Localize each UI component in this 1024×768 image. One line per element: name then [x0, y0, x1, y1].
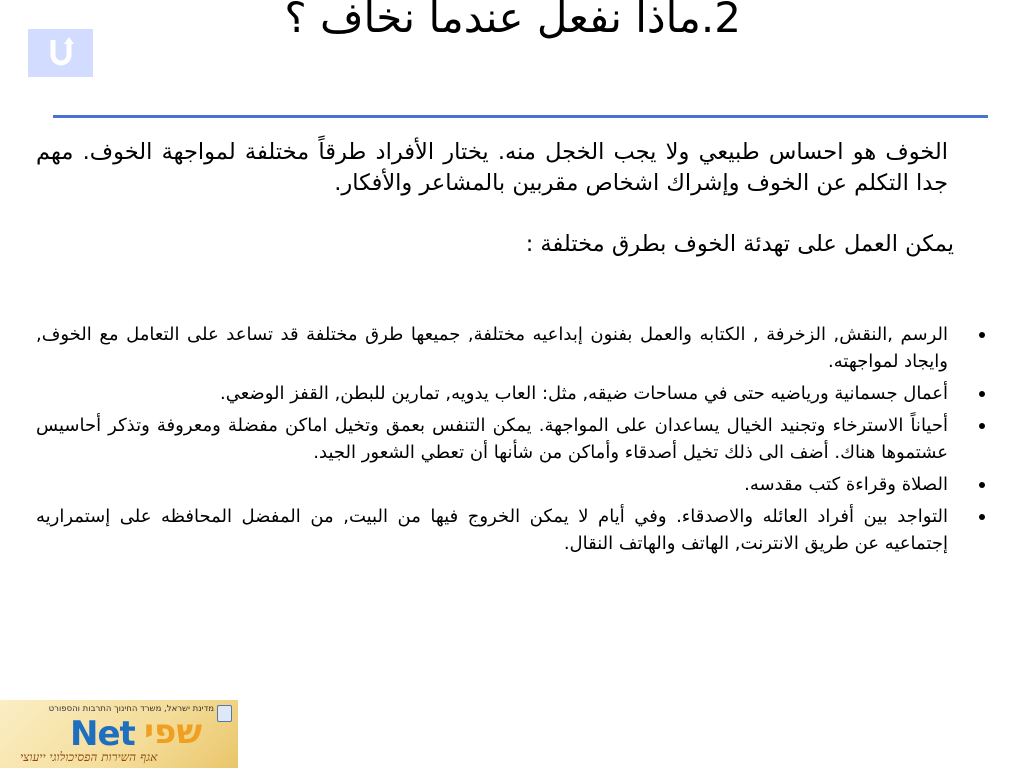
u-turn-back-icon — [44, 36, 78, 70]
shefi-net-logo — [0, 700, 238, 768]
list-item-text: أعمال جسمانية ورياضيه حتى في مساحات ضيقه, مثل: العاب يدويه, تمارين للبطن, القفز الوضعي. — [220, 383, 948, 404]
list-item-text: أحياناً الاسترخاء وتجنيد الخيال يساعدان على المواجهة. يمكن التنفس بعمق وتخيل اماكن مفضلة ومعروفة وتذكر أحاسيس عشتموها هناك. أضف الى ذلك تخيل أصدقاء وأماكن من شأنها أن تعطي الشعور الجيد. — [36, 415, 948, 463]
bullet-dot — [979, 391, 985, 397]
slide-title: 2.ماذا نفعل عندما نخاف ؟ — [284, 0, 741, 42]
list-item — [36, 471, 948, 498]
state-emblem-icon — [217, 705, 232, 722]
bullet-dot — [979, 514, 985, 520]
list-item-text: الرسم ,النقش, الزخرفة , الكتابه والعمل بفنون إبداعيه مختلفة, جميعها طرق مختلفة قد تساعد على التعامل مع الخوف, وايجاد لمواجهته. — [36, 324, 948, 372]
list-item — [36, 503, 948, 557]
bullet-dot — [979, 482, 985, 488]
logo-net-text: Net — [70, 714, 135, 754]
logo-shefi-text: שפי — [144, 712, 203, 752]
bullet-dot — [979, 332, 985, 338]
list-item — [36, 412, 948, 466]
logo-tagline: אגף השירות הפסיכולוגי ייעוצי — [20, 750, 158, 764]
intro-paragraph: الخوف هو احساس طبيعي ولا يجب الخجل منه. يختار الأفراد طرقاً مختلفة لمواجهة الخوف. مهم جدا التكلم عن الخوف وإشراك اشخاص مقربين بالمشاعر والأفكار. — [36, 139, 948, 196]
list-item — [36, 321, 948, 375]
methods-list — [36, 321, 948, 562]
title-divider — [53, 115, 988, 118]
list-item — [36, 380, 948, 407]
back-button[interactable] — [28, 29, 93, 77]
list-item-text: التواجد بين أفراد العائله والاصدقاء. وفي أيام لا يمكن الخروج فيها من البيت, من المفضل المحافظه على إستمراريه إجتماعيه عن طريق الانترنت, الهاتف والهاتف النقال. — [36, 506, 948, 554]
bullet-dot — [979, 423, 985, 429]
list-item-text: الصلاة وقراءة كتب مقدسه. — [744, 474, 948, 495]
logo-ministry-text: מדינת ישראל, משרד החינוך התרבות והספורט — [48, 704, 214, 714]
intro-methods-line: يمكن العمل على تهدئة الخوف بطرق مختلفة : — [525, 231, 954, 257]
